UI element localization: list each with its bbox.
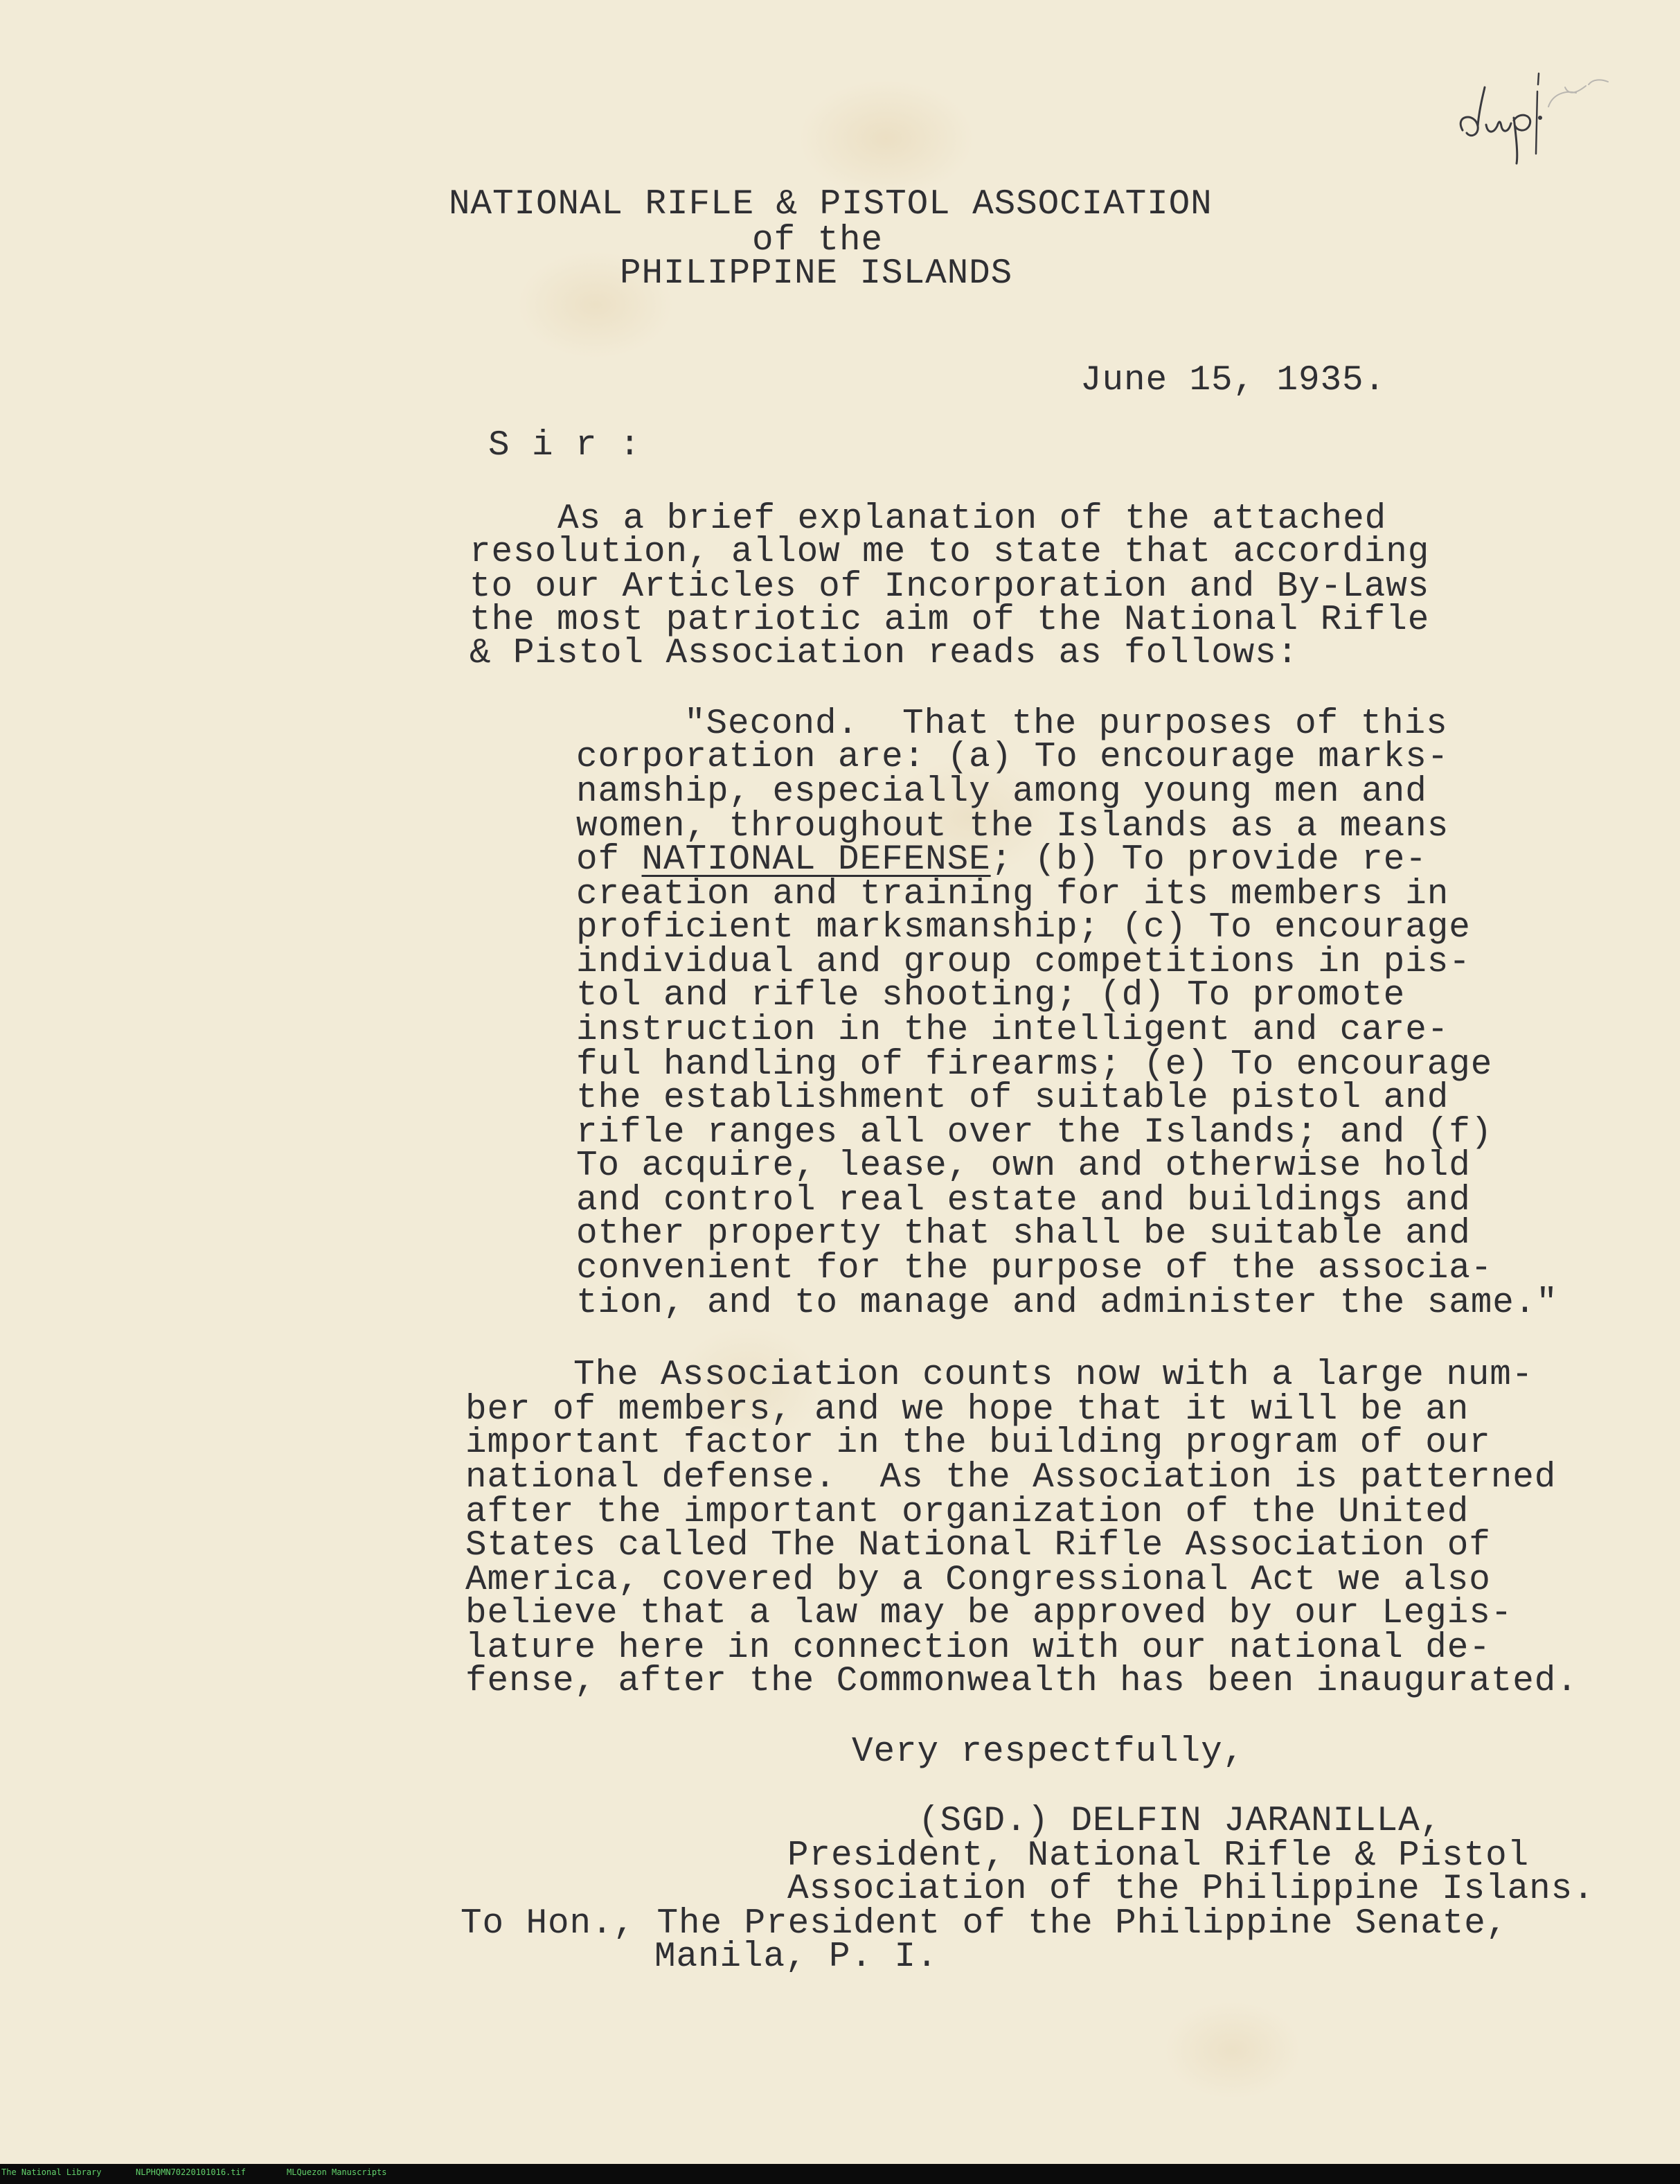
quote-line-16: other property that shall be suitable and [576,1214,1471,1254]
quote-line-13: rifle ranges all over the Islands; and (f) [576,1113,1493,1153]
quote-line-5 [576,842,1427,878]
quote-line-15: and control real estate and buildings and [576,1181,1471,1220]
addressee-line-1: To Hon., The President of the Philippine Senate, [461,1904,1508,1944]
intro-line-4: the most patriotic aim of the National Rifle [470,601,1430,640]
footer-filename: NLPHQMN70220101016.tif [136,2167,246,2177]
body-line-1: The Association counts now with a large num- [573,1356,1534,1395]
signature-title-2: Association of the Philippine Islans. [787,1870,1595,1909]
letterhead-line-2: of the [752,221,884,260]
body-line-2: ber of members, and we hope that it will be an [465,1390,1469,1430]
body-line-3: important factor in the building program of our [465,1423,1491,1463]
closing: Very respectfully, [852,1732,1245,1772]
handwritten-annotation-dup [1447,66,1620,170]
intro-line-5: & Pistol Association reads as follows: [470,634,1299,673]
body-line-7: America, covered by a Congressional Act we also [465,1561,1491,1600]
body-line-4: national defense. As the Association is patterned [465,1458,1557,1498]
footer-collection: MLQuezon Manuscripts [287,2167,387,2177]
body-line-9: lature here in connection with our national de- [465,1628,1491,1668]
quote-line-4: women, throughout the Islands as a means [576,807,1449,846]
intro-line-3: to our Articles of Incorporation and By-Laws [470,567,1430,607]
quote-line-18: tion, and to manage and administer the same." [576,1284,1558,1323]
quote-line-7: proficient marksmanship; (c) To encourage [576,908,1471,948]
quote-line-14: To acquire, lease, own and otherwise hold [576,1146,1471,1186]
quote-line-17: convenient for the purpose of the associa- [576,1249,1493,1288]
letterhead-line-1: NATIONAL RIFLE & PISTOL ASSOCIATION [449,185,1213,224]
body-line-5: after the important organization of the United [465,1493,1469,1532]
quote-line-8: individual and group competitions in pis- [576,943,1471,982]
intro-line-2: resolution, allow me to state that according [470,533,1430,572]
quote-line-5-prefix: of [576,840,642,880]
quote-line-5-suffix: ; (b) To provide re- [990,840,1427,880]
signature-title-1: President, National Rifle & Pistol [787,1836,1530,1876]
quote-line-12: the establishment of suitable pistol and [576,1078,1449,1118]
addressee-line-2: Manila, P. I. [654,1937,938,1977]
body-line-8: believe that a law may be approved by our Legis- [465,1594,1513,1633]
body-line-10: fense, after the Commonwealth has been inaugurated. [465,1662,1578,1701]
quote-line-9: tol and rifle shooting; (d) To promote [576,976,1406,1015]
quote-line-10: instruction in the intelligent and care- [576,1011,1449,1050]
quote-line-2: corporation are: (a) To encourage marks- [576,738,1449,777]
scan-footer [0,2164,1680,2184]
footer-library: The National Library [1,2167,102,2177]
national-defense-underlined: NATIONAL DEFENSE [641,840,991,880]
signature-name: (SGD.) DELFIN JARANILLA, [918,1802,1442,1841]
quote-line-1: "Second. That the purposes of this [684,704,1448,744]
letterhead-line-3: PHILIPPINE ISLANDS [620,254,1013,294]
salutation: S i r : [488,426,641,465]
letter-date: June 15, 1935. [1080,361,1386,400]
intro-line-1: As a brief explanation of the attached [557,499,1387,539]
quote-line-11: ful handling of firearms; (e) To encourage [576,1045,1493,1085]
quote-line-6: creation and training for its members in [576,875,1449,914]
body-line-6: States called The National Rifle Association of [465,1526,1491,1565]
quote-line-3: namship, especially among young men and [576,772,1427,812]
